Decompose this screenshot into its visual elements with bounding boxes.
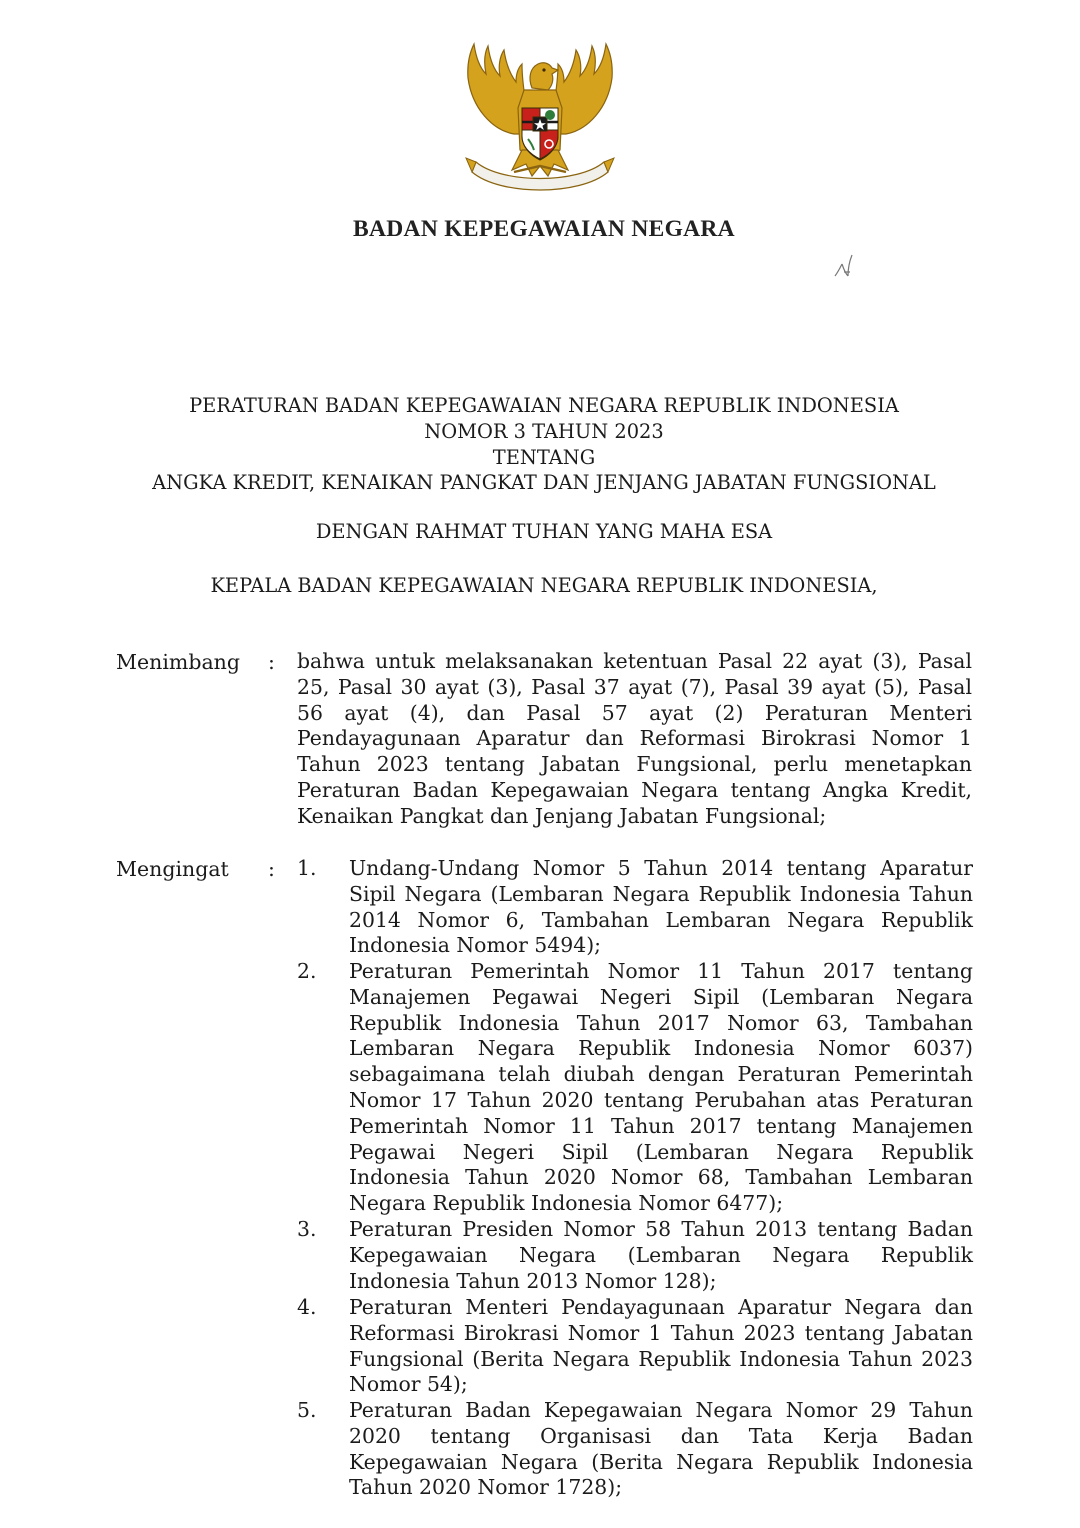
garuda-emblem [462, 38, 618, 198]
menimbang-label: Menimbang [116, 650, 240, 674]
item-number: 2. [297, 959, 317, 983]
mengingat-label: Mengingat [116, 857, 229, 881]
mengingat-item-2 [297, 959, 973, 1217]
menimbang-colon: : [268, 650, 275, 674]
item-number: 4. [297, 1295, 317, 1319]
invocation: DENGAN RAHMAT TUHAN YANG MAHA ESA [315, 520, 773, 543]
mengingat-colon: : [268, 857, 275, 881]
item-text: Peraturan Menteri Pendayagunaan Aparatur Negara dan Reformasi Birokrasi Nomor 1 Tahun 2023 tentang Jabatan Fungsional (Berita Negara Republik Indonesia Tahun 2023 Nomor 54); [349, 1295, 973, 1397]
item-number: 3. [297, 1217, 317, 1241]
item-text: Peraturan Presiden Nomor 58 Tahun 2013 tentang Badan Kepegawaian Negara (Lembaran Negara Republik Indonesia Tahun 2013 Nomor 128); [349, 1217, 973, 1293]
garuda-head [530, 63, 558, 90]
item-text: Undang-Undang Nomor 5 Tahun 2014 tentang Aparatur Sipil Negara (Lembaran Negara Republik Indonesia Tahun 2014 Nomor 6, Tambahan Lembaran Negara Republik Indonesia Nomor 5494); [349, 856, 973, 958]
mengingat-item-3 [297, 1217, 973, 1294]
garuda-left-wing [468, 44, 526, 134]
item-number: 5. [297, 1398, 317, 1422]
mengingat-item-4 [297, 1295, 973, 1398]
title-line-3: TENTANG [492, 445, 596, 469]
regulation-title [0, 393, 1080, 496]
item-text: Peraturan Badan Kepegawaian Negara Nomor 29 Tahun 2020 tentang Organisasi dan Tata Kerja Badan Kepegawaian Negara (Berita Negara Republik Indonesia Tahun 2020 Nomor 1728); [349, 1398, 973, 1500]
mengingat-item-1 [297, 856, 973, 959]
item-text: Peraturan Pemerintah Nomor 11 Tahun 2017 tentang Manajemen Pegawai Negeri Sipil (Lembaran Negara Republik Indonesia Tahun 2017 Nomor 63, Tambahan Lembaran Negara Republik Indonesia Nomor 6037) sebagaimana telah diubah dengan Peraturan Pemerintah Nomor 17 Tahun 2020 tentang Perubahan atas Peraturan Pemerintah Nomor 11 Tahun 2017 tentang Manajemen Pegawai Negeri Sipil (Lembaran Negara Republik Indonesia Tahun 2020 Nomor 68, Tambahan Lembaran Negara Republik Indonesia Nomor 6477); [349, 959, 973, 1216]
title-line-2: NOMOR 3 TAHUN 2023 [424, 419, 664, 443]
paraf-mark [832, 252, 856, 282]
garuda-right-wing [554, 44, 612, 134]
title-line-1: PERATURAN BADAN KEPEGAWAIAN NEGARA REPUBLIK INDONESIA [189, 394, 899, 417]
item-number: 1. [297, 856, 317, 880]
mengingat-item-5 [297, 1398, 973, 1501]
authority-line: KEPALA BADAN KEPEGAWAIAN NEGARA REPUBLIK INDONESIA, [210, 574, 878, 597]
menimbang-text: bahwa untuk melaksanakan ketentuan Pasal 22 ayat (3), Pasal 25, Pasal 30 ayat (3), Pasal 37 ayat (7), Pasal 39 ayat (5), Pasal 56 ayat (4), dan Pasal 57 ayat (2) Peraturan Menteri Pendayagunaan Aparatur dan Reformasi Birokrasi Nomor 1 Tahun 2023 tentang Jabatan Fungsional, perlu menetapkan Peraturan Badan Kepegawaian Negara tentang Angka Kredit, Kenaikan Pangkat dan Jenjang Jabatan Fungsional; [297, 649, 972, 828]
agency-name: BADAN KEPEGAWAIAN NEGARA [353, 216, 735, 242]
title-line-4: ANGKA KREDIT, KENAIKAN PANGKAT DAN JENJANG JABATAN FUNGSIONAL [152, 471, 936, 495]
